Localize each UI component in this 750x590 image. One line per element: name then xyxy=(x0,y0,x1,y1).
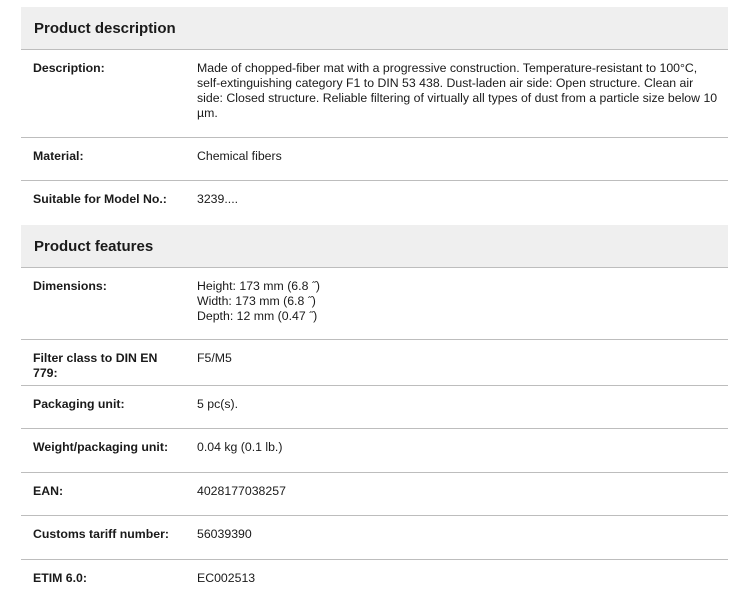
spec-value-line: Height: 173 mm (6.8 ˝) xyxy=(197,279,321,293)
spec-value xyxy=(197,61,722,121)
spec-value-line: Depth: 12 mm (0.47 ˝) xyxy=(197,309,318,323)
spec-label: Customs tariff number: xyxy=(33,527,169,541)
spec-row-etim xyxy=(21,560,728,590)
spec-row-weight xyxy=(21,429,728,473)
spec-value xyxy=(197,279,722,324)
product-spec-table xyxy=(21,7,728,590)
spec-value-line: EC002513 xyxy=(197,571,256,585)
spec-label: Description: xyxy=(33,61,105,75)
spec-label: Packaging unit: xyxy=(33,397,125,411)
spec-label: Suitable for Model No.: xyxy=(33,192,167,206)
spec-row-dimensions xyxy=(21,268,728,340)
spec-value xyxy=(197,351,722,366)
section-header-product-description: Product description xyxy=(21,7,728,50)
spec-label: Material: xyxy=(33,149,84,163)
spec-value xyxy=(197,149,722,164)
spec-value-line: Chemical fibers xyxy=(197,149,282,163)
spec-row-ean xyxy=(21,473,728,516)
spec-value xyxy=(197,192,722,207)
spec-value-line: 3239.... xyxy=(197,192,239,206)
spec-value xyxy=(197,527,722,542)
spec-row-customs-tariff xyxy=(21,516,728,560)
spec-value xyxy=(197,571,722,586)
spec-label: Filter class to DIN EN 779: xyxy=(33,351,158,380)
spec-row-material xyxy=(21,138,728,181)
spec-row-packaging-unit xyxy=(21,386,728,429)
spec-value-line: 0.04 kg (0.1 lb.) xyxy=(197,440,283,454)
spec-row-description xyxy=(21,50,728,138)
spec-value-line: F5/M5 xyxy=(197,351,232,365)
spec-label: Dimensions: xyxy=(33,279,107,293)
spec-value-line: 5 pc(s). xyxy=(197,397,238,411)
spec-label: EAN: xyxy=(33,484,64,498)
spec-row-suitable-model xyxy=(21,181,728,225)
spec-value-line: 56039390 xyxy=(197,527,252,541)
section-header-product-features: Product features xyxy=(21,225,728,268)
spec-value xyxy=(197,484,722,499)
spec-row-filter-class xyxy=(21,340,728,386)
spec-value-line: Width: 173 mm (6.8 ˝) xyxy=(197,294,316,308)
spec-label: Weight/packaging unit: xyxy=(33,440,169,454)
spec-value-line: 4028177038257 xyxy=(197,484,286,498)
spec-label: ETIM 6.0: xyxy=(33,571,87,585)
spec-value xyxy=(197,440,722,455)
spec-value xyxy=(197,397,722,412)
spec-value-line: Made of chopped-fiber mat with a progressive construction. Temperature-resistant to 100°C, self-extinguishing category F1 to DIN 53 438. Dust-laden air side: Open structure. Clean air side: Closed structure. Reliable filtering of virtually all types of dust from a particle size below 10 µm. xyxy=(197,61,718,120)
